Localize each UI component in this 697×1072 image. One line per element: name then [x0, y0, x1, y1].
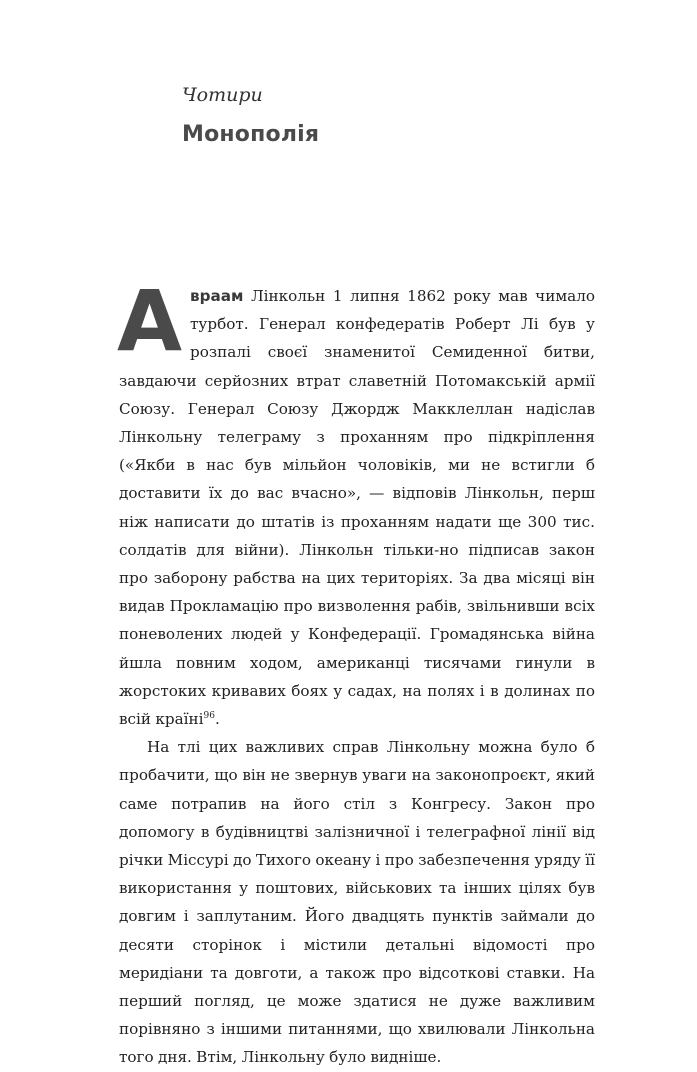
body-text — [117, 272, 595, 1072]
chapter-title: Монополія — [182, 122, 320, 147]
paragraph-2: На тлі цих важливих справ Лінкольну можна було б пробачити, що він не звернув уваги на законопроєкт, який саме потрапив на його стіл з Конгресу. Закон про допомогу в будівництві залізничної і телеграфної лінії від річки Міссурі до Тихого океану і про забезпечення уряду її використання у поштових, військових та інших цілях був довгим і заплутаним. Його двадцять пунктів займали до десяти сторінок і містили детальні відомості про меридіани та довготи, а також про відсоткові ставки. На перший погляд, це може здатися не дуже важливим порівняно з іншими питаннями, що хвилювали Лінкольна того дня. Втім, Лінкольну було видніше. — [119, 738, 595, 1067]
paragraph-1-text: Лінкольн 1 липня 1862 року мав чимало турбот. Генерал конфедератів Роберт Лі був у розпалі своєї знаменитої Семиденної битви, завдаючи серйозних втрат славетній Потомакській армії Союзу. Генерал Союзу Джордж Макклеллан надіслав Лінкольну телеграму з проханням про підкріплення («Якби в нас був мільйон чоловіків, ми не встигли б доставити їх до вас вчасно», — відповів Лінкольн, перш ніж написати до штатів із проханням надати ще 300 тис. солдатів для війни). Лінкольн тільки-но підписав закон про заборону рабства на цих територіях. За два місяці він видав Прокламацію про визволення рабів, звільнивши всіх поневолених людей у Конфедерації. Громадянська війна йшла повним ходом, американці тисячами гинули в жорстоких кривавих боях у садах, на полях і в долинах по всій країні — [119, 287, 595, 729]
lead-word: враам — [190, 287, 244, 305]
paragraph-1-end: . — [214, 710, 220, 729]
chapter-number: Чотири — [182, 84, 263, 106]
footnote-ref[interactable]: 96 — [203, 710, 215, 721]
drop-cap: А — [117, 272, 183, 370]
paragraph-1 — [117, 272, 595, 733]
